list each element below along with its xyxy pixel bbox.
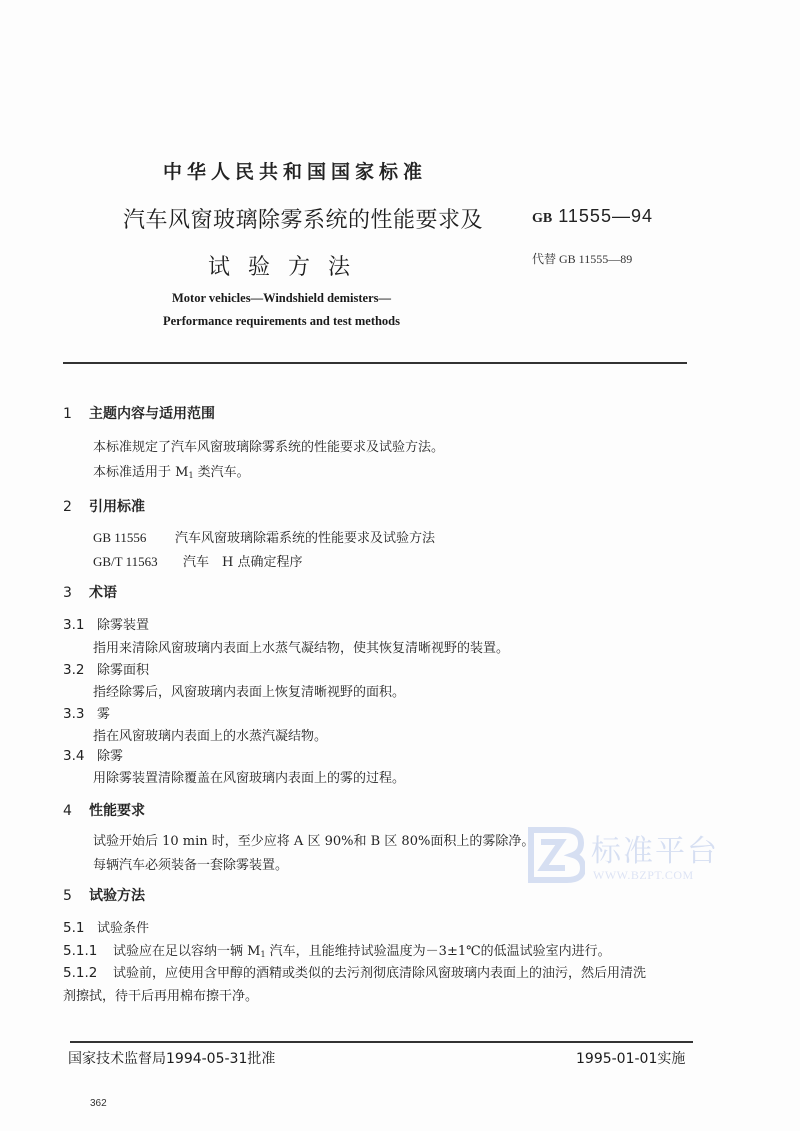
section-4-paragraph-1: 试验开始后 10 min 时，至少应将 A 区 90%和 B 区 80%面积上的雾除净。 bbox=[93, 834, 535, 849]
document-title-line2: 试验方法 bbox=[208, 255, 369, 280]
term-number: 3.4 bbox=[63, 748, 85, 764]
subsection-number: 5.1 bbox=[63, 920, 85, 936]
reference-name: 汽车 H 点确定程序 bbox=[183, 555, 303, 570]
subscript: 1 bbox=[188, 471, 194, 480]
term-3-1-definition: 指用来清除风窗玻璃内表面上水蒸气凝结物，使其恢复清晰视野的装置。 bbox=[93, 641, 510, 656]
reference-code: GB/T 11563 bbox=[93, 554, 158, 569]
section-number: 5 bbox=[63, 888, 72, 904]
bzpt-logo-icon bbox=[527, 826, 585, 884]
reference-name: 汽车风窗玻璃除霜系统的性能要求及试验方法 bbox=[175, 531, 436, 546]
term-3-3-heading bbox=[63, 703, 110, 722]
term-3-3-definition: 指在风窗玻璃内表面上的水蒸汽凝结物。 bbox=[93, 729, 328, 744]
document-title-line1: 汽车风窗玻璃除雾系统的性能要求及 bbox=[123, 208, 484, 233]
footer-divider bbox=[70, 1041, 693, 1043]
page-number: 362 bbox=[90, 1098, 107, 1109]
subsection-title: 试验条件 bbox=[97, 921, 150, 936]
national-standard-heading: 中华人民共和国国家标准 bbox=[163, 161, 428, 183]
term-number: 3.1 bbox=[63, 617, 85, 633]
reference-item bbox=[93, 551, 302, 570]
text-run: 试验应在足以容纳一辆 M bbox=[113, 944, 261, 959]
standard-code-prefix: GB bbox=[532, 211, 553, 226]
text-run: 试验前，应使用含甲醇的酒精或类似的去污剂彻底清除风窗玻璃内表面上的油污，然后用清洗 bbox=[113, 966, 647, 981]
term-number: 3.2 bbox=[63, 662, 85, 678]
term-title: 雾 bbox=[97, 707, 111, 722]
section-1-paragraph-2 bbox=[93, 461, 250, 480]
subscript: 1 bbox=[260, 950, 266, 959]
section-2-heading bbox=[63, 496, 145, 516]
watermark bbox=[527, 826, 727, 886]
english-title-line1: Motor vehicles—Windshield demisters— bbox=[172, 291, 391, 305]
section-number: 4 bbox=[63, 803, 72, 819]
section-number: 3 bbox=[63, 585, 72, 601]
clause-number: 5.1.2 bbox=[63, 965, 98, 981]
term-3-2-heading bbox=[63, 659, 149, 678]
section-4-paragraph-2: 每辆汽车必须装备一套除雾装置。 bbox=[93, 858, 289, 873]
section-number: 2 bbox=[63, 499, 72, 515]
standard-code-number: 11555—94 bbox=[558, 206, 653, 226]
reference-code: GB 11556 bbox=[93, 530, 147, 545]
term-title: 除雾 bbox=[97, 749, 124, 764]
section-title: 引用标准 bbox=[89, 499, 145, 515]
subsection-5-1-heading bbox=[63, 917, 149, 936]
clause-5-1-2 bbox=[63, 962, 646, 981]
section-title: 术语 bbox=[89, 585, 117, 601]
text-run: 类汽车。 bbox=[193, 465, 250, 480]
section-title: 性能要求 bbox=[89, 803, 145, 819]
clause-number: 5.1.1 bbox=[63, 943, 98, 959]
term-3-1-heading bbox=[63, 614, 149, 633]
text-run: 汽车，且能维持试验温度为－3±1℃的低温试验室内进行。 bbox=[265, 944, 611, 959]
effective-date: 1995-01-01实施 bbox=[576, 1051, 686, 1067]
section-1-paragraph-1: 本标准规定了汽车风窗玻璃除雾系统的性能要求及试验方法。 bbox=[93, 440, 445, 455]
term-3-4-heading bbox=[63, 745, 123, 764]
clause-5-1-2-continuation: 剂擦拭，待干后再用棉布擦干净。 bbox=[63, 989, 259, 1004]
term-3-4-definition: 用除雾装置清除覆盖在风窗玻璃内表面上的雾的过程。 bbox=[93, 771, 406, 786]
section-number: 1 bbox=[63, 406, 72, 422]
term-3-2-definition: 指经除雾后，风窗玻璃内表面上恢复清晰视野的面积。 bbox=[93, 685, 406, 700]
term-title: 除雾装置 bbox=[97, 618, 150, 633]
standard-code bbox=[532, 206, 653, 227]
clause-5-1-1 bbox=[63, 940, 611, 959]
section-5-heading bbox=[63, 885, 145, 905]
term-title: 除雾面积 bbox=[97, 663, 150, 678]
section-4-heading bbox=[63, 800, 145, 820]
watermark-url: WWW.BZPT.COM bbox=[593, 868, 694, 882]
header-divider bbox=[63, 362, 687, 364]
section-title: 主题内容与适用范围 bbox=[89, 406, 215, 422]
reference-item bbox=[93, 527, 435, 546]
section-1-heading bbox=[63, 403, 215, 423]
english-title-line2: Performance requirements and test methods bbox=[163, 314, 400, 328]
section-title: 试验方法 bbox=[89, 888, 145, 904]
section-3-heading bbox=[63, 582, 117, 602]
approval-date: 国家技术监督局1994-05-31批准 bbox=[68, 1051, 276, 1067]
watermark-text: 标准平台 bbox=[591, 834, 719, 869]
term-number: 3.3 bbox=[63, 706, 85, 722]
replaces-standard: 代替 GB 11555—89 bbox=[532, 252, 633, 266]
text-run: 本标准适用于 M bbox=[93, 465, 189, 480]
